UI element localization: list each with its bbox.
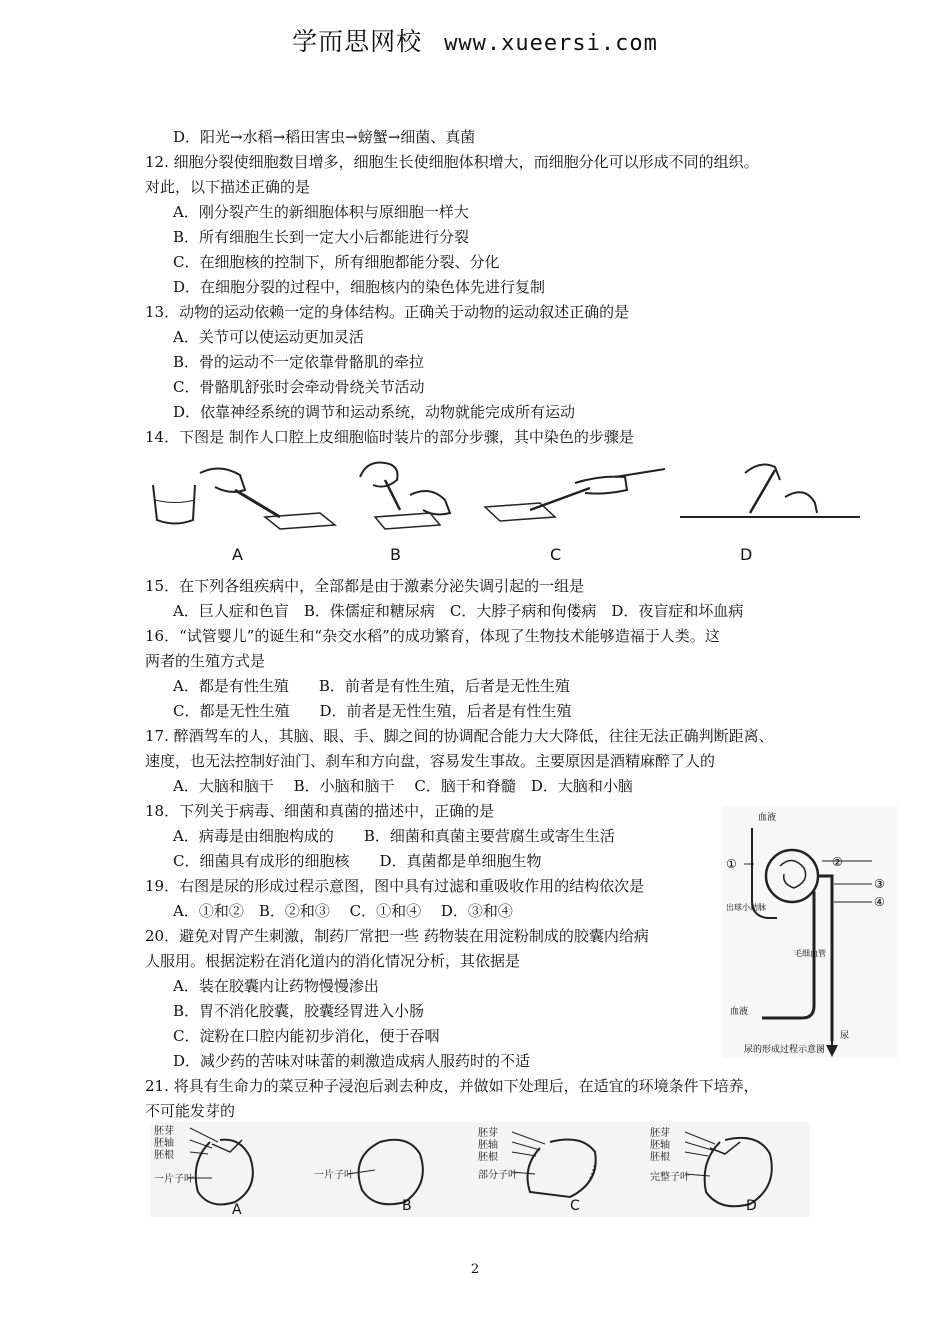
d-cotyledon-label: 完整子叶: [650, 1172, 690, 1183]
a-radicle-label: 胚根: [154, 1150, 174, 1161]
step-d-label: D: [740, 545, 753, 564]
q20-option-b: B．胃不消化胶囊，胶囊经胃进入小肠: [173, 1002, 425, 1020]
d-plumule-label: 胚芽: [650, 1128, 670, 1139]
c-cotyledon-label: 部分子叶: [478, 1170, 518, 1181]
q20-option-c: C．淀粉在口腔内能初步消化，便于吞咽: [173, 1027, 440, 1045]
q16-stem-cont: 两者的生殖方式是: [145, 652, 266, 670]
q13-option-d: D．依靠神经系统的调节和运动系统，动物就能完成所有运动: [173, 403, 576, 421]
q20-stem: 20．避免对胃产生刺激，制药厂常把一些 药物装在用淀粉制成的胶囊内给病: [145, 927, 649, 945]
q16-stem: 16．“试管婴儿”的诞生和“杂交水稻”的成功繁育，体现了生物技术能够造福于人类。这: [145, 627, 720, 645]
q17-stem: 17. 醉酒驾车的人，其脑、眼、手、脚之间的协调配合能力大大降低，往往无法正确判断距离、: [145, 727, 774, 745]
page-header: [0, 22, 950, 58]
marker-2: ②: [832, 855, 843, 869]
q12-stem-cont: 对此，以下描述正确的是: [145, 178, 311, 196]
q12-option-c: C．在细胞核的控制下，所有细胞都能分裂、分化: [173, 253, 500, 271]
step-c-label: C: [550, 545, 562, 564]
q18-stem: 18．下列关于病毒、细菌和真菌的描述中，正确的是: [145, 802, 495, 820]
step-c-illustration: [485, 469, 665, 521]
urine-label: 尿: [840, 1031, 850, 1041]
option-c-label: C: [570, 1198, 580, 1214]
c-hypocotyl-label: 胚轴: [478, 1140, 498, 1151]
option-d-label: D: [746, 1198, 757, 1214]
q15-options: A．巨人症和色盲 B．侏儒症和糖尿病 C．大脖子病和佝偻病 D．夜盲症和坏血病: [173, 602, 744, 620]
q13-option-c: C．骨骼肌舒张时会牵动骨绕关节活动: [173, 378, 425, 396]
q12-option-d: D．在细胞分裂的过程中，细胞核内的染色体先进行复制: [173, 278, 546, 296]
blood-out-label: 血液: [730, 1007, 749, 1017]
q19-options: A．①和② B．②和③ C．①和④ D．③和④: [173, 902, 513, 920]
q20-option-a: A．装在胶囊内让药物慢慢渗出: [173, 977, 379, 995]
q14-figure: [145, 455, 865, 570]
option-a-label: A: [232, 1202, 242, 1217]
marker-4: ④: [874, 895, 885, 909]
q20-stem-cont: 人服用。根据淀粉在消化道内的消化情况分析，其依据是: [145, 952, 521, 970]
c-radicle-label: 胚根: [478, 1152, 498, 1163]
q13-stem: 13．动物的运动依赖一定的身体结构。正确关于动物的运动叙述正确的是: [145, 303, 630, 321]
q21-stem: 21. 将具有生命力的菜豆种子浸泡后剥去种皮，并做如下处理后，在适宜的环境条件下培养，: [145, 1077, 759, 1095]
q12-stem: 12. 细胞分裂使细胞数目增多，细胞生长使细胞体积增大，而细胞分化可以形成不同的组织。: [145, 153, 759, 171]
marker-1: ①: [726, 857, 737, 871]
diagram-caption: 尿的形成过程示意图: [744, 1045, 826, 1055]
q18-options-cd: C．细菌具有成形的细胞核 D．真菌都是单细胞生物: [173, 852, 542, 870]
q17-stem-cont: 速度，也无法控制好油门、刹车和方向盘，容易发生事故。主要原因是酒精麻醉了人的: [145, 752, 716, 770]
efferent-label: 出球小动脉: [726, 903, 766, 912]
page-number: 2: [470, 1262, 480, 1277]
q12-option-b: B．所有细胞生长到一定大小后都能进行分裂: [173, 228, 470, 246]
q18-options-ab: A．病毒是由细胞构成的 B．细菌和真菌主要营腐生或寄生生活: [173, 827, 615, 845]
q21-stem-cont: 不可能发芽的: [145, 1102, 236, 1120]
school-url: www.xueersi.com: [444, 31, 658, 56]
q11-option-d: D．阳光→水稻→稻田害虫→螃蟹→细菌、真菌: [173, 128, 476, 146]
b-cotyledon-label: 一片子叶: [314, 1170, 354, 1181]
capillary-label: 毛细血管: [794, 949, 826, 958]
q21-figure: [150, 1122, 810, 1217]
q17-options: A．大脑和脑干 B．小脑和脑干 C．脑干和脊髓 D．大脑和小脑: [173, 777, 633, 795]
step-a-illustration: [153, 468, 335, 529]
q15-stem: 15．在下列各组疾病中，全部都是由于激素分泌失调引起的一组是: [145, 577, 585, 595]
q16-options-cd: C．都是无性生殖 D．前者是无性生殖，后者是有性生殖: [173, 702, 572, 720]
school-name: 学而思网校: [292, 27, 423, 56]
q20-option-d: D．减少药的苦味对味蕾的刺激造成病人服药时的不适: [173, 1052, 531, 1070]
option-b-label: B: [402, 1198, 412, 1214]
urine-formation-diagram: [722, 806, 898, 1058]
c-plumule-label: 胚芽: [478, 1128, 498, 1139]
step-b-label: B: [390, 545, 401, 564]
q13-option-a: A．关节可以使运动更加灵活: [173, 328, 364, 346]
step-a-label: A: [232, 545, 243, 564]
q19-stem: 19．右图是尿的形成过程示意图，图中具有过滤和重吸收作用的结构依次是: [145, 877, 645, 895]
step-b-illustration: [360, 463, 450, 529]
blood-in-label: 血液: [758, 813, 777, 823]
q12-option-a: A．刚分裂产生的新细胞体积与原细胞一样大: [173, 203, 469, 221]
a-plumule-label: 胚芽: [154, 1126, 174, 1137]
q14-stem: 14．下图是 制作人口腔上皮细胞临时装片的部分步骤，其中染色的步骤是: [145, 428, 634, 446]
q13-option-b: B．骨的运动不一定依靠骨骼肌的牵拉: [173, 353, 425, 371]
marker-3: ③: [874, 877, 885, 891]
a-cotyledon-label: 一片子叶: [154, 1174, 194, 1185]
q16-options-ab: A．都是有性生殖 B．前者是有性生殖，后者是无性生殖: [173, 677, 570, 695]
step-d-illustration: [680, 465, 860, 517]
d-hypocotyl-label: 胚轴: [650, 1140, 670, 1151]
d-radicle-label: 胚根: [650, 1152, 670, 1163]
a-hypocotyl-label: 胚轴: [154, 1138, 174, 1149]
